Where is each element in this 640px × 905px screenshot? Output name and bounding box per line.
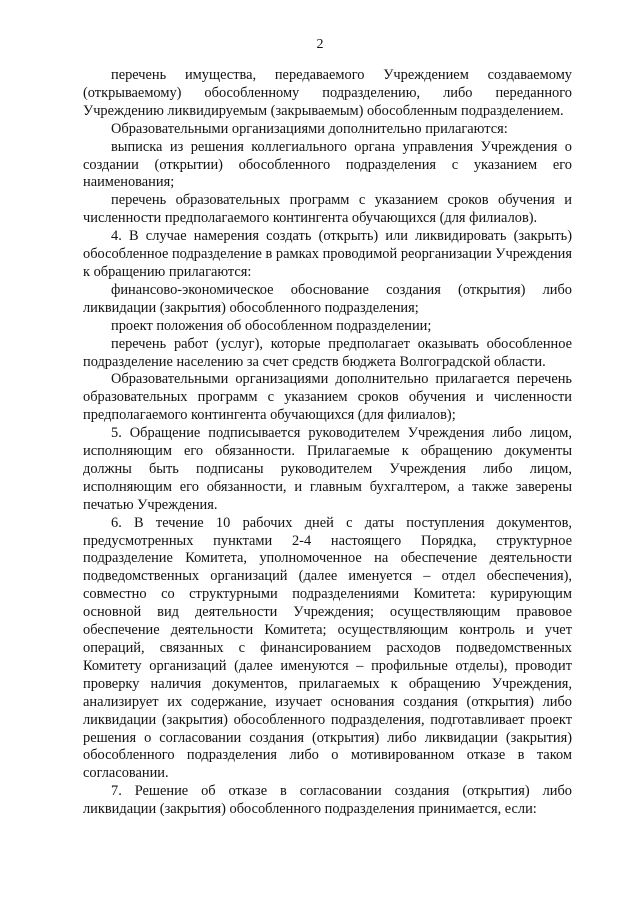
paragraph-educational-orgs-additional: Образовательными организациями дополнительно прилагается перечень образовательных программ с указанием сроков обучения и численности предполагаемого контингента обучающихся (для филиалов); [83, 371, 572, 424]
paragraph-item-7: 7. Решение об отказе в согласовании создания (открытия) либо ликвидации (закрытия) обособленного подразделения принимается, если: [83, 783, 572, 818]
paragraph-item-5: 5. Обращение подписывается руководителем Учреждения либо лицом, исполняющим его обязанности. Прилагаемые к обращению документы должны быть подписаны руководителем Учреждения либо лицом, исполняющим его обязанности, и главным бухгалтером, а также заверены печатью Учреждения. [83, 425, 572, 513]
paragraph-economic-justification: финансово-экономическое обоснование создания (открытия) либо ликвидации (закрытия) обособленного подразделения; [83, 281, 572, 316]
document-body [83, 67, 572, 819]
page-number: 2 [316, 37, 324, 52]
paragraph-draft-regulation: проект положения об обособленном подразделении; [111, 317, 432, 334]
paragraph-works-services-list: перечень работ (услуг), которые предполагает оказывать обособленное подразделение населению за счет средств бюджета Волгоградской области. [83, 335, 572, 370]
paragraph-education-programs-list: перечень образовательных программ с указанием сроков обучения и численности предполагаемого контингента обучающихся (для филиалов). [83, 192, 572, 227]
paragraph-item-6: 6. В течение 10 рабочих дней с даты поступления документов, предусмотренных пунктами 2-4 настоящего Порядка, структурное подразделение Комитета, уполномоченное на обеспечение деятельности подведомственных организаций (далее именуется – отдел обеспечения), совместно со структурными подразделениями Комитета: курирующим основной вид деятельности Учреждения; осуществляющим правовое обеспечение деятельности Комитета; осуществляющим контроль и учет операций, связанных с финансированием расходов подведомственных Комитету организаций (далее именуются – профильные отделы), проводит проверку наличия документов, прилагаемых к обращению Учреждения, анализирует их содержание, изучает основания создания (открытия) либо ликвидации (закрытия) обособленного подразделения, подготавливает проект решения о согласовании создания (открытия) либо ликвидации (закрытия) обособленного подразделения либо о мотивированном отказе в таком согласовании. [83, 514, 572, 782]
paragraph-property-list: перечень имущества, передаваемого Учреждением создаваемому (открываемому) обособленному подразделению, либо переданного Учреждению ликвидируемым (закрываемым) обособленным подразделением. [83, 67, 572, 119]
paragraph-board-decision-extract: выписка из решения коллегиального органа управления Учреждения о создании (открытии) обособленного подразделения с указанием его наименования; [83, 138, 572, 191]
paragraph-educational-orgs-attach: Образовательными организациями дополнительно прилагаются: [111, 120, 508, 137]
paragraph-item-4: 4. В случае намерения создать (открыть) или ликвидировать (закрыть) обособленное подразделение в рамках проводимой реорганизации Учреждения к обращению прилагаются: [83, 228, 572, 280]
